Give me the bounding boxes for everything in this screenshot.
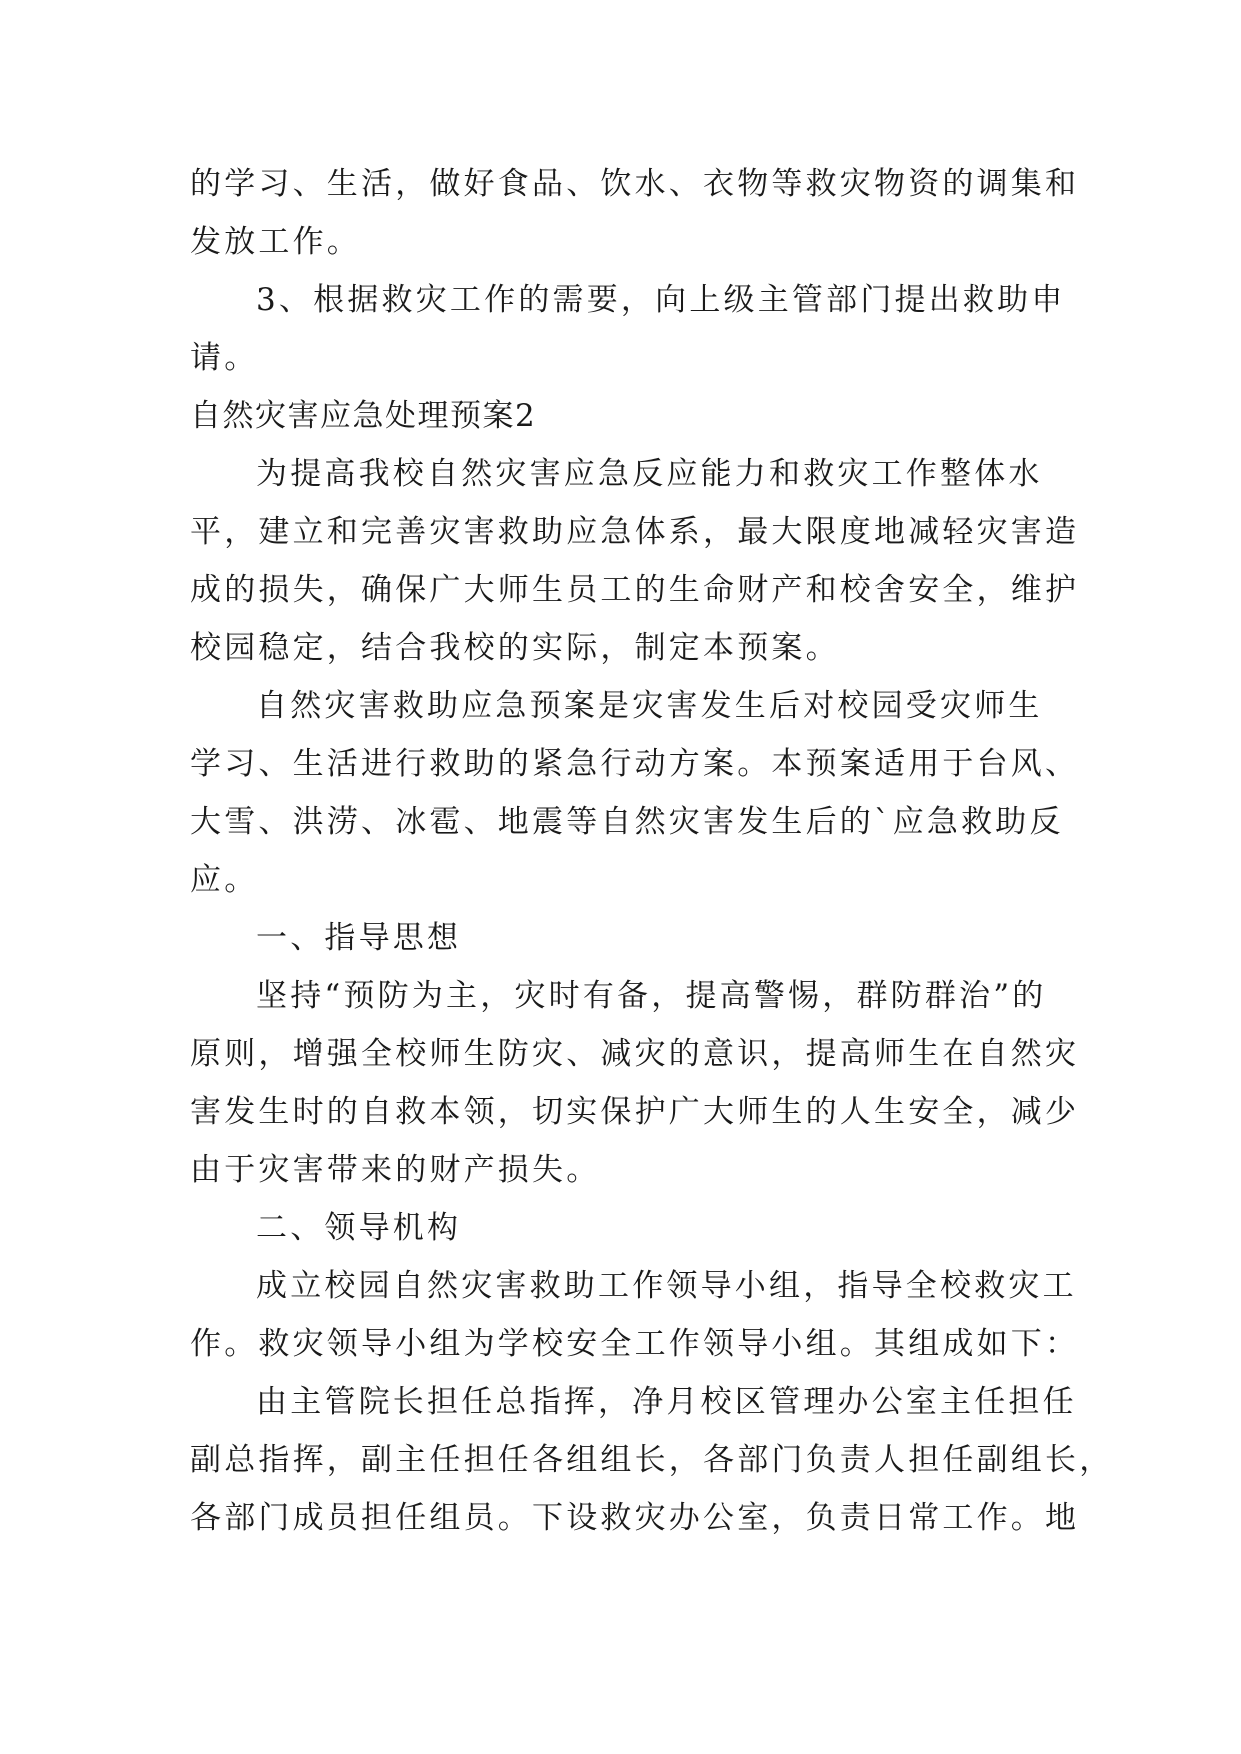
text-line: 大雪、洪涝、冰雹、地震等自然灾害发生后的`应急救助反 — [190, 804, 1064, 840]
text-line: 为提高我校自然灾害应急反应能力和救灾工作整体水 — [256, 456, 1043, 492]
text-line: 学习、生活进行救助的紧急行动方案。本预案适用于台风、 — [190, 746, 1080, 782]
text-line: 的学习、生活，做好食品、饮水、衣物等救灾物资的调集和 — [190, 166, 1080, 202]
text-line: 副总指挥，副主任担任各组组长，各部门负责人担任副组长， — [190, 1442, 1114, 1478]
text-line: 成的损失，确保广大师生员工的生命财产和校舍安全，维护 — [190, 572, 1080, 608]
text-line: 平，建立和完善灾害救助应急体系，最大限度地减轻灾害造 — [190, 514, 1080, 550]
text-line: 校园稳定，结合我校的实际，制定本预案。 — [190, 630, 840, 666]
text-line: 自然灾害救助应急预案是灾害发生后对校园受灾师生 — [256, 688, 1043, 724]
text-line: 发放工作。 — [190, 224, 361, 260]
text-line: 各部门成员担任组员。下设救灾办公室，负责日常工作。地 — [190, 1500, 1080, 1536]
text-line: 应。 — [190, 862, 259, 898]
text-line: 成立校园自然灾害救助工作领导小组，指导全校救灾工 — [256, 1268, 1077, 1304]
document-page — [190, 155, 1114, 1547]
text-line: 作。救灾领导小组为学校安全工作领导小组。其组成如下： — [190, 1326, 1080, 1362]
text-line: 原则，增强全校师生防灾、减灾的意识，提高师生在自然灾 — [190, 1036, 1080, 1072]
text-line: 坚持“预防为主，灾时有备，提高警惕，群防群治”的 — [256, 978, 1047, 1014]
text-line: 由于灾害带来的财产损失。 — [190, 1152, 601, 1188]
text-line: 3、根据救灾工作的需要，向上级主管部门提出救助申 — [256, 282, 1066, 318]
text-line: 害发生时的自救本领，切实保护广大师生的人生安全，减少 — [190, 1094, 1080, 1130]
text-line: 由主管院长担任总指挥，净月校区管理办公室主任担任 — [256, 1384, 1077, 1420]
section-heading: 二、领导机构 — [256, 1210, 462, 1246]
text-line: 请。 — [190, 340, 259, 376]
section-heading: 一、指导思想 — [256, 920, 462, 956]
section-title: 自然灾害应急处理预案2 — [190, 398, 537, 434]
